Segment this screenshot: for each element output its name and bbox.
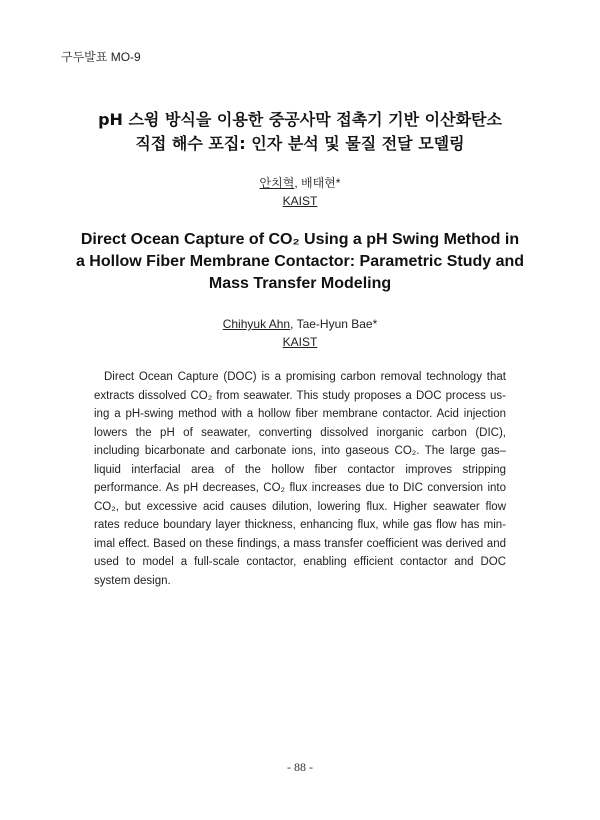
english-author-line (0, 315, 600, 333)
english-title-line-1: Direct Ocean Capture of CO₂ Using a pH Swing Method in (80, 231, 520, 248)
english-title-line-3: Mass Transfer Modeling (208, 275, 392, 292)
korean-title-line-2: 직접 해수 포집: 인자 분석 및 물질 전달 모델링 (135, 134, 465, 153)
korean-authors (0, 174, 600, 210)
english-affiliation: KAIST (282, 335, 318, 349)
korean-author-line (0, 174, 600, 192)
korean-corresponding-author: 배태현* (301, 176, 341, 190)
english-presenting-author: Chihyuk Ahn (222, 317, 291, 331)
english-authors (0, 315, 600, 351)
korean-title-line-1: pH 스윙 방식을 이용한 중공사막 접촉기 기반 이산화탄소 (98, 110, 502, 129)
english-title (0, 229, 600, 295)
english-title-line-2: a Hollow Fiber Membrane Contactor: Parametric Study and (75, 253, 525, 270)
session-label: 구두발표 MO-9 (61, 50, 141, 64)
page-number: - 88 - (287, 760, 313, 774)
korean-title (0, 108, 600, 156)
korean-author-separator: , (294, 176, 301, 190)
korean-presenting-author: 안치혁 (259, 176, 295, 190)
english-corresponding-author: Tae-Hyun Bae* (296, 317, 378, 331)
korean-affiliation: KAIST (282, 194, 318, 208)
abstract-paragraph: Direct Ocean Capture (DOC) is a promising carbon removal technology that extracts dissolved CO₂ from seawater. This study proposes a DOC process using a pH-swing method with a hollow fiber membrane contactor. Acid injection lowers the pH of seawater, converting dissolved inorganic carbon (DIC), including bicarbonate and carbonate ions, into gaseous CO₂. The large gas–liquid interfacial area of the hollow fiber contactor improves stripping performance. As pH decreases, CO₂ flux increases due to DIC conversion into CO₂, but excessive acid causes dilution, lowering flux. Higher seawater flow rates reduce boundary layer thickness, enhancing flux, while gas flow has minimal effect. Based on these findings, a mass transfer coefficient was derived and used to model a full-scale contactor, enabling efficient contactor and DOC system design. (94, 371, 506, 587)
english-author-separator: , (290, 317, 297, 331)
